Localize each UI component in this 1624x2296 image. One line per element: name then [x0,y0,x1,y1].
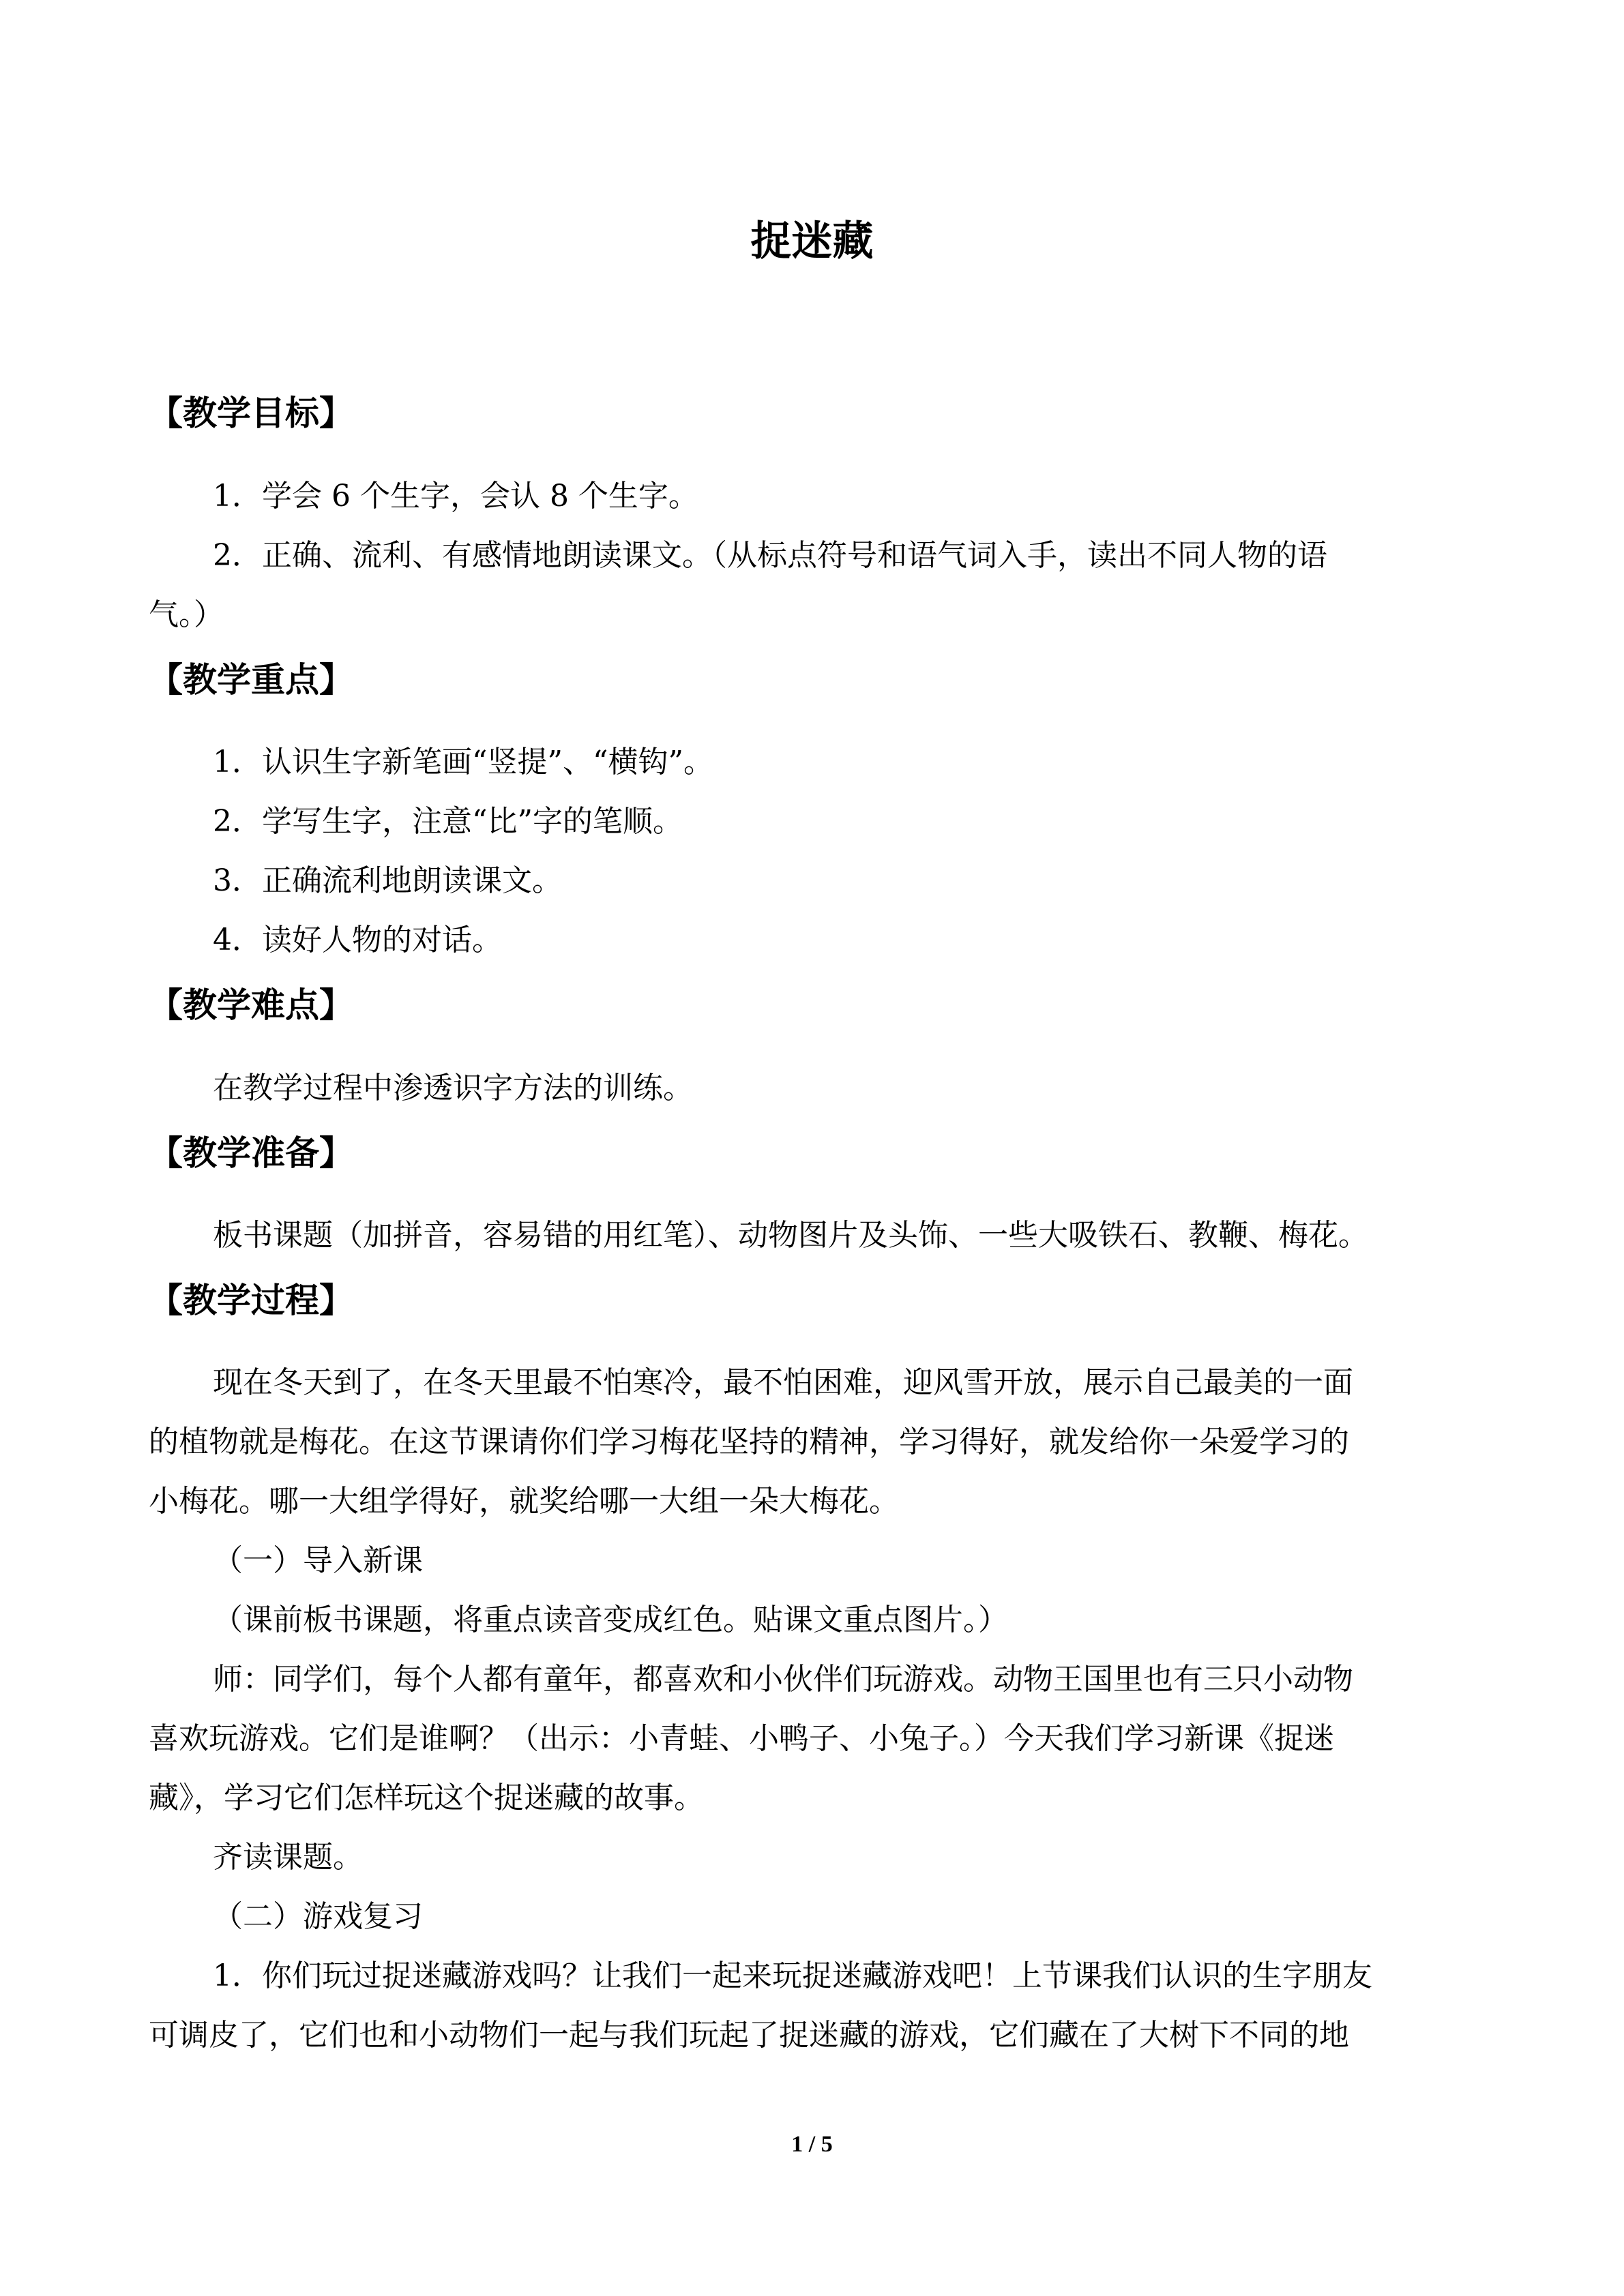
part2-line-1: 1．你们玩过捉迷藏游戏吗？让我们一起来玩捉迷藏游戏吧！上节课我们认识的生字朋友 [213,1958,1372,1993]
part1-note: （课前板书课题，将重点读音变成红色。贴课文重点图片。） [213,1602,1008,1637]
part1-read-title: 齐读课题。 [213,1840,363,1875]
key-point-item-2: 2．学写生字，注意“比”字的笔顺。 [213,804,683,839]
key-point-item-3: 3．正确流利地朗读课文。 [213,863,562,898]
section-heading-key-points: 【教学重点】 [149,659,353,700]
part2-title: （二）游戏复习 [213,1899,423,1934]
page-number: 1 / 5 [791,2132,833,2157]
part1-line-3: 藏》，学习它们怎样玩这个捉迷藏的故事。 [149,1780,704,1815]
key-point-item-4: 4．读好人物的对话。 [213,923,502,957]
part1-line-1: 师：同学们，每个人都有童年，都喜欢和小伙伴们玩游戏。动物王国里也有三只小动物 [213,1662,1353,1697]
part1-title: （一）导入新课 [213,1543,423,1578]
page-title: 捉迷藏 [750,218,874,265]
process-intro-line-1: 现在冬天到了，在冬天里最不怕寒冷，最不怕困难，迎风雪开放，展示自己最美的一面 [213,1365,1353,1400]
section-heading-preparation: 【教学准备】 [149,1133,353,1173]
section-heading-process: 【教学过程】 [149,1280,353,1320]
section-heading-difficulties: 【教学难点】 [149,985,353,1025]
section-heading-goals: 【教学目标】 [149,393,353,433]
process-intro-line-3: 小梅花。哪一大组学得好，就奖给哪一大组一朵大梅花。 [149,1484,899,1519]
part2-line-2: 可调皮了，它们也和小动物们一起与我们玩起了捉迷藏的游戏，它们藏在了大树下不同的地 [149,2018,1349,2053]
key-point-item-1: 1．认识生字新笔画“竖提”、“横钩”。 [213,745,713,779]
difficulties-text: 在教学过程中渗透识字方法的训练。 [213,1071,693,1105]
process-intro-line-2: 的植物就是梅花。在这节课请你们学习梅花坚持的精神，学习得好，就发给你一朵爱学习的 [149,1425,1349,1459]
part1-line-2: 喜欢玩游戏。它们是谁啊？（出示：小青蛙、小鸭子、小兔子。）今天我们学习新课《捉迷 [149,1721,1334,1756]
goal-item-2: 2．正确、流利、有感情地朗读课文。（从标点符号和语气词入手，读出不同人物的语 [213,538,1327,573]
preparation-text: 板书课题（加拼音，容易错的用红笔）、动物图片及头饰、一些大吸铁石、教鞭、梅花。 [213,1218,1368,1253]
goal-item-1: 1．学会 6 个生字，会认 8 个生字。 [213,479,698,513]
goal-item-2-continued: 气。） [149,597,224,632]
